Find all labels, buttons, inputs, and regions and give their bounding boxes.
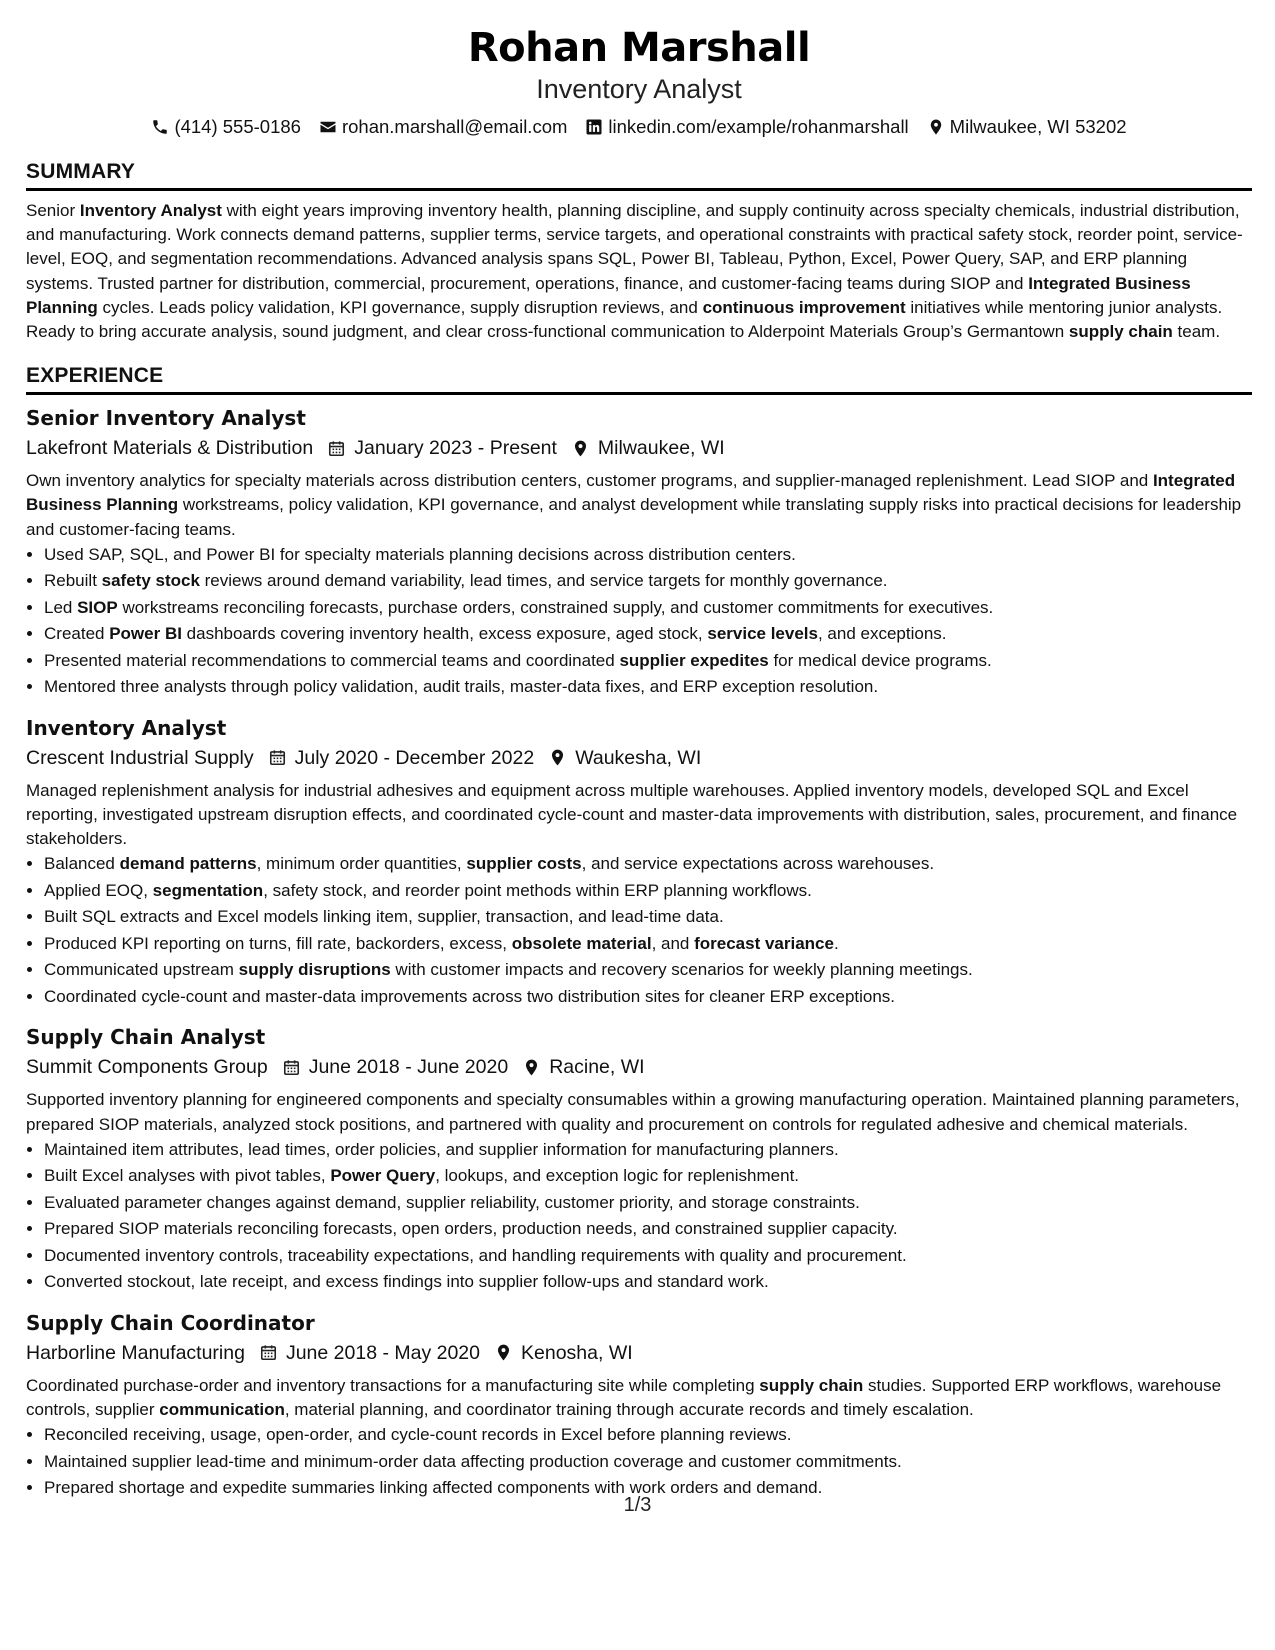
list-item [44, 931, 1252, 958]
job-company: Summit Components Group [26, 1056, 268, 1079]
text-segment: Presented material recommendations to commercial teams and coordinated [44, 650, 620, 670]
text-segment: cycles. Leads policy validation, KPI governance, supply disruption reviews, and [97, 297, 703, 317]
job-bullets [26, 851, 1252, 1010]
summary-heading: SUMMARY [26, 160, 1252, 191]
list-item [44, 1243, 1252, 1270]
candidate-name: Rohan Marshall [467, 25, 811, 71]
text-segment: Prepared SIOP materials reconciling forecasts, open orders, production needs, and constrained supplier capacity. [44, 1219, 898, 1239]
job-meta [26, 433, 1252, 463]
list-item [44, 674, 1252, 701]
text-segment: workstreams, policy validation, KPI governance, and analyst development while translating supply risks into practical decisions for leadership and customer-facing teams. [26, 495, 1242, 539]
list-item [44, 1137, 1252, 1164]
page-number: 1/3 [623, 1494, 652, 1516]
phone-icon [151, 118, 169, 136]
emphasized-text: Inventory Analyst [79, 201, 222, 220]
text-segment: for medical device programs. [768, 650, 992, 670]
text-segment: with customer impacts and recovery scenarios for weekly planning meetings. [390, 960, 973, 980]
experience-list [26, 403, 1252, 1502]
text-segment: team. [1172, 322, 1221, 342]
text-segment: Own inventory analytics for specialty materials across distribution centers, customer programs, and supplier-managed replenishment. Lead SIOP and [26, 471, 1153, 491]
list-item [44, 878, 1252, 905]
job-description [26, 1088, 1252, 1136]
emphasized-text: service levels [707, 624, 818, 644]
text-segment: Led [44, 597, 78, 617]
text-segment: Rebuilt [44, 571, 102, 591]
text-segment: . [833, 933, 839, 953]
emphasized-text: forecast variance [694, 933, 834, 953]
job-entry [26, 1022, 1252, 1295]
list-item [44, 1216, 1252, 1243]
calendar-icon [268, 748, 287, 767]
calendar-icon [327, 439, 346, 458]
emphasized-text: Integrated Business Planning [26, 273, 1191, 317]
list-item [44, 1422, 1252, 1449]
emphasized-text: segmentation [152, 880, 264, 900]
emphasized-text: SIOP [77, 597, 118, 617]
job-title: Inventory Analyst [26, 715, 227, 740]
text-segment: Balanced [44, 854, 120, 874]
resume-page [26, 22, 1252, 1502]
text-segment: studies. Supported ERP workflows, warehouse controls, supplier [26, 1375, 1222, 1420]
list-item [44, 1190, 1252, 1217]
job-location: Milwaukee, WI [597, 437, 725, 460]
contact-item[interactable] [151, 114, 301, 140]
list-item [44, 904, 1252, 931]
text-segment: Coordinated purchase-order and inventory transactions for a manufacturing site while completing [26, 1375, 760, 1395]
emphasized-text: supplier expedites [619, 650, 769, 670]
text-segment: Mentored three analysts through policy validation, audit trails, master-data fixes, and ERP exception resolution. [44, 677, 879, 697]
text-segment: Maintained item attributes, lead times, order policies, and supplier information for manufacturing planners. [44, 1139, 839, 1159]
contact-bar [26, 114, 1252, 140]
job-company: Harborline Manufacturing [26, 1341, 245, 1364]
job-dates: June 2018 - May 2020 [285, 1341, 481, 1364]
job-title: Senior Inventory Analyst [26, 406, 306, 431]
map-pin-icon [548, 748, 567, 767]
text-segment: Managed replenishment analysis for industrial adhesives and equipment across multiple warehouses. Applied inventory models, developed SQL and Excel reporting, investigated upstream disruption effects, and coordinated cycle-count and master-data improvements with distribution, sales, procurement, and finance stakeholders. [26, 780, 1238, 849]
text-segment: Coordinated cycle-count and master-data improvements across two distribution sites for cleaner ERP exceptions. [44, 986, 896, 1006]
job-description [26, 779, 1252, 852]
job-entry [26, 713, 1252, 1011]
job-title: Supply Chain Analyst [26, 1025, 266, 1050]
text-segment: Documented inventory controls, traceability expectations, and handling requirements with quality and procurement. [44, 1245, 907, 1265]
resume-header [26, 22, 1252, 140]
linkedin-icon [585, 118, 603, 136]
job-description [26, 1374, 1252, 1422]
summary-text [26, 199, 1252, 344]
job-title: Supply Chain Coordinator [26, 1310, 315, 1335]
job-location: Kenosha, WI [521, 1341, 633, 1364]
text-segment: initiatives while mentoring junior analysts. Ready to bring accurate analysis, sound judgment, and clear cross-functional communication to Alderpoint Materials Group’s Germantown [26, 297, 1223, 342]
contact-item[interactable] [927, 114, 1127, 140]
experience-heading: EXPERIENCE [26, 364, 1252, 395]
job-meta [26, 1338, 1252, 1368]
contact-text: (414) 555-0186 [174, 116, 301, 137]
list-item [44, 542, 1252, 569]
emphasized-text: obsolete material [511, 933, 652, 953]
emphasized-text: continuous improvement [702, 297, 906, 317]
text-segment: Evaluated parameter changes against demand, supplier reliability, customer priority, and storage constraints. [44, 1192, 860, 1212]
job-dates: January 2023 - Present [354, 437, 557, 460]
text-segment: with eight years improving inventory health, planning discipline, and supply continuity across specialty chemicals, industrial distribution, and manufacturing. Work connects demand patterns, supplier terms, service targets, and operational constraints with practical safety stock, reorder point, service-level, EOQ, and segmentation recommendations. Advanced analysis spans SQL, Power BI, Tableau, Python, Excel, Power Query, SAP, and ERP planning systems. Trusted partner for distribution, commercial, procurement, operations, finance, and customer-facing teams during SIOP and [26, 201, 1243, 293]
contact-text: Milwaukee, WI 53202 [949, 116, 1127, 137]
job-location: Waukesha, WI [575, 746, 702, 769]
list-item [44, 1449, 1252, 1476]
list-item [44, 648, 1252, 675]
text-segment: Used SAP, SQL, and Power BI for specialty materials planning decisions across distribution centers. [44, 544, 796, 564]
text-segment: workstreams reconciling forecasts, purchase orders, constrained supply, and customer commitments for executives. [117, 597, 994, 617]
job-bullets [26, 1137, 1252, 1296]
job-company: Lakefront Materials & Distribution [26, 437, 314, 460]
text-segment: Senior [26, 201, 80, 220]
map-pin-icon [571, 439, 590, 458]
job-meta [26, 1052, 1252, 1082]
map-pin-icon [494, 1343, 513, 1362]
job-entry [26, 403, 1252, 701]
calendar-icon [259, 1343, 278, 1362]
job-dates: July 2020 - December 2022 [294, 746, 535, 769]
map-pin-icon [522, 1058, 541, 1077]
contact-item[interactable] [319, 114, 567, 140]
map-pin-icon [927, 118, 945, 136]
text-segment: , and exceptions. [817, 624, 947, 644]
text-segment: , and [651, 933, 695, 953]
list-item [44, 1269, 1252, 1296]
text-segment: Produced KPI reporting on turns, fill rate, backorders, excess, [44, 933, 512, 953]
text-segment: reviews around demand variability, lead times, and service targets for monthly governance. [199, 571, 888, 591]
emphasized-text: supply chain [1068, 322, 1173, 342]
text-segment: , lookups, and exception logic for replenishment. [435, 1166, 800, 1186]
emphasized-text: demand patterns [119, 854, 257, 874]
emphasized-text: Power Query [330, 1166, 436, 1186]
candidate-role: Inventory Analyst [536, 74, 742, 104]
calendar-icon [282, 1058, 301, 1077]
contact-text: rohan.marshall@email.com [341, 116, 568, 137]
contact-item[interactable] [585, 114, 908, 140]
emphasized-text: supply disruptions [238, 960, 391, 980]
list-item [44, 568, 1252, 595]
text-segment: , minimum order quantities, [256, 854, 467, 874]
text-segment: Prepared shortage and expedite summaries linking affected components with work orders and demand. [44, 1478, 823, 1498]
job-bullets [26, 1422, 1252, 1502]
job-company: Crescent Industrial Supply [26, 746, 254, 769]
text-segment: , and service expectations across warehouses. [581, 854, 935, 874]
text-segment: , safety stock, and reorder point methods within ERP planning workflows. [263, 880, 812, 900]
list-item [44, 1163, 1252, 1190]
list-item [44, 621, 1252, 648]
list-item [44, 595, 1252, 622]
text-segment: Maintained supplier lead-time and minimum-order data affecting production coverage and customer commitments. [44, 1451, 902, 1471]
text-segment: dashboards covering inventory health, excess exposure, aged stock, [181, 624, 708, 644]
emphasized-text: Power BI [109, 624, 182, 644]
job-location: Racine, WI [549, 1056, 645, 1079]
emphasized-text: supplier costs [466, 854, 582, 874]
text-segment: Converted stockout, late receipt, and excess findings into supplier follow-ups and standard work. [44, 1272, 769, 1292]
emphasized-text: communication [159, 1400, 285, 1420]
list-item [44, 851, 1252, 878]
job-bullets [26, 542, 1252, 701]
text-segment: Built SQL extracts and Excel models linking item, supplier, transaction, and lead-time data. [44, 907, 724, 927]
job-entry [26, 1308, 1252, 1502]
text-segment: Built Excel analyses with pivot tables, [44, 1166, 331, 1186]
text-segment: , material planning, and coordinator training through accurate records and timely escalation. [284, 1400, 974, 1420]
job-dates: June 2018 - June 2020 [308, 1056, 509, 1079]
emphasized-text: Integrated Business Planning [26, 471, 1236, 515]
text-segment: Communicated upstream [44, 960, 239, 980]
text-segment: Created [44, 624, 110, 644]
text-segment: Supported inventory planning for engineered components and specialty consumables within a growing manufacturing operation. Maintained planning parameters, prepared SIOP materials, analyzed stock positions, and partnered with quality and procurement on controls for regulated adhesive and chemical materials. [26, 1090, 1240, 1134]
job-description [26, 469, 1252, 542]
contact-text: linkedin.com/example/rohanmarshall [608, 116, 909, 137]
text-segment: Applied EOQ, [44, 880, 153, 900]
job-meta [26, 743, 1252, 773]
emphasized-text: safety stock [101, 571, 200, 591]
text-segment: Reconciled receiving, usage, open-order, and cycle-count records in Excel before planning reviews. [44, 1425, 792, 1445]
list-item [44, 984, 1252, 1011]
list-item [44, 957, 1252, 984]
emphasized-text: supply chain [759, 1375, 864, 1395]
envelope-icon [319, 118, 337, 136]
